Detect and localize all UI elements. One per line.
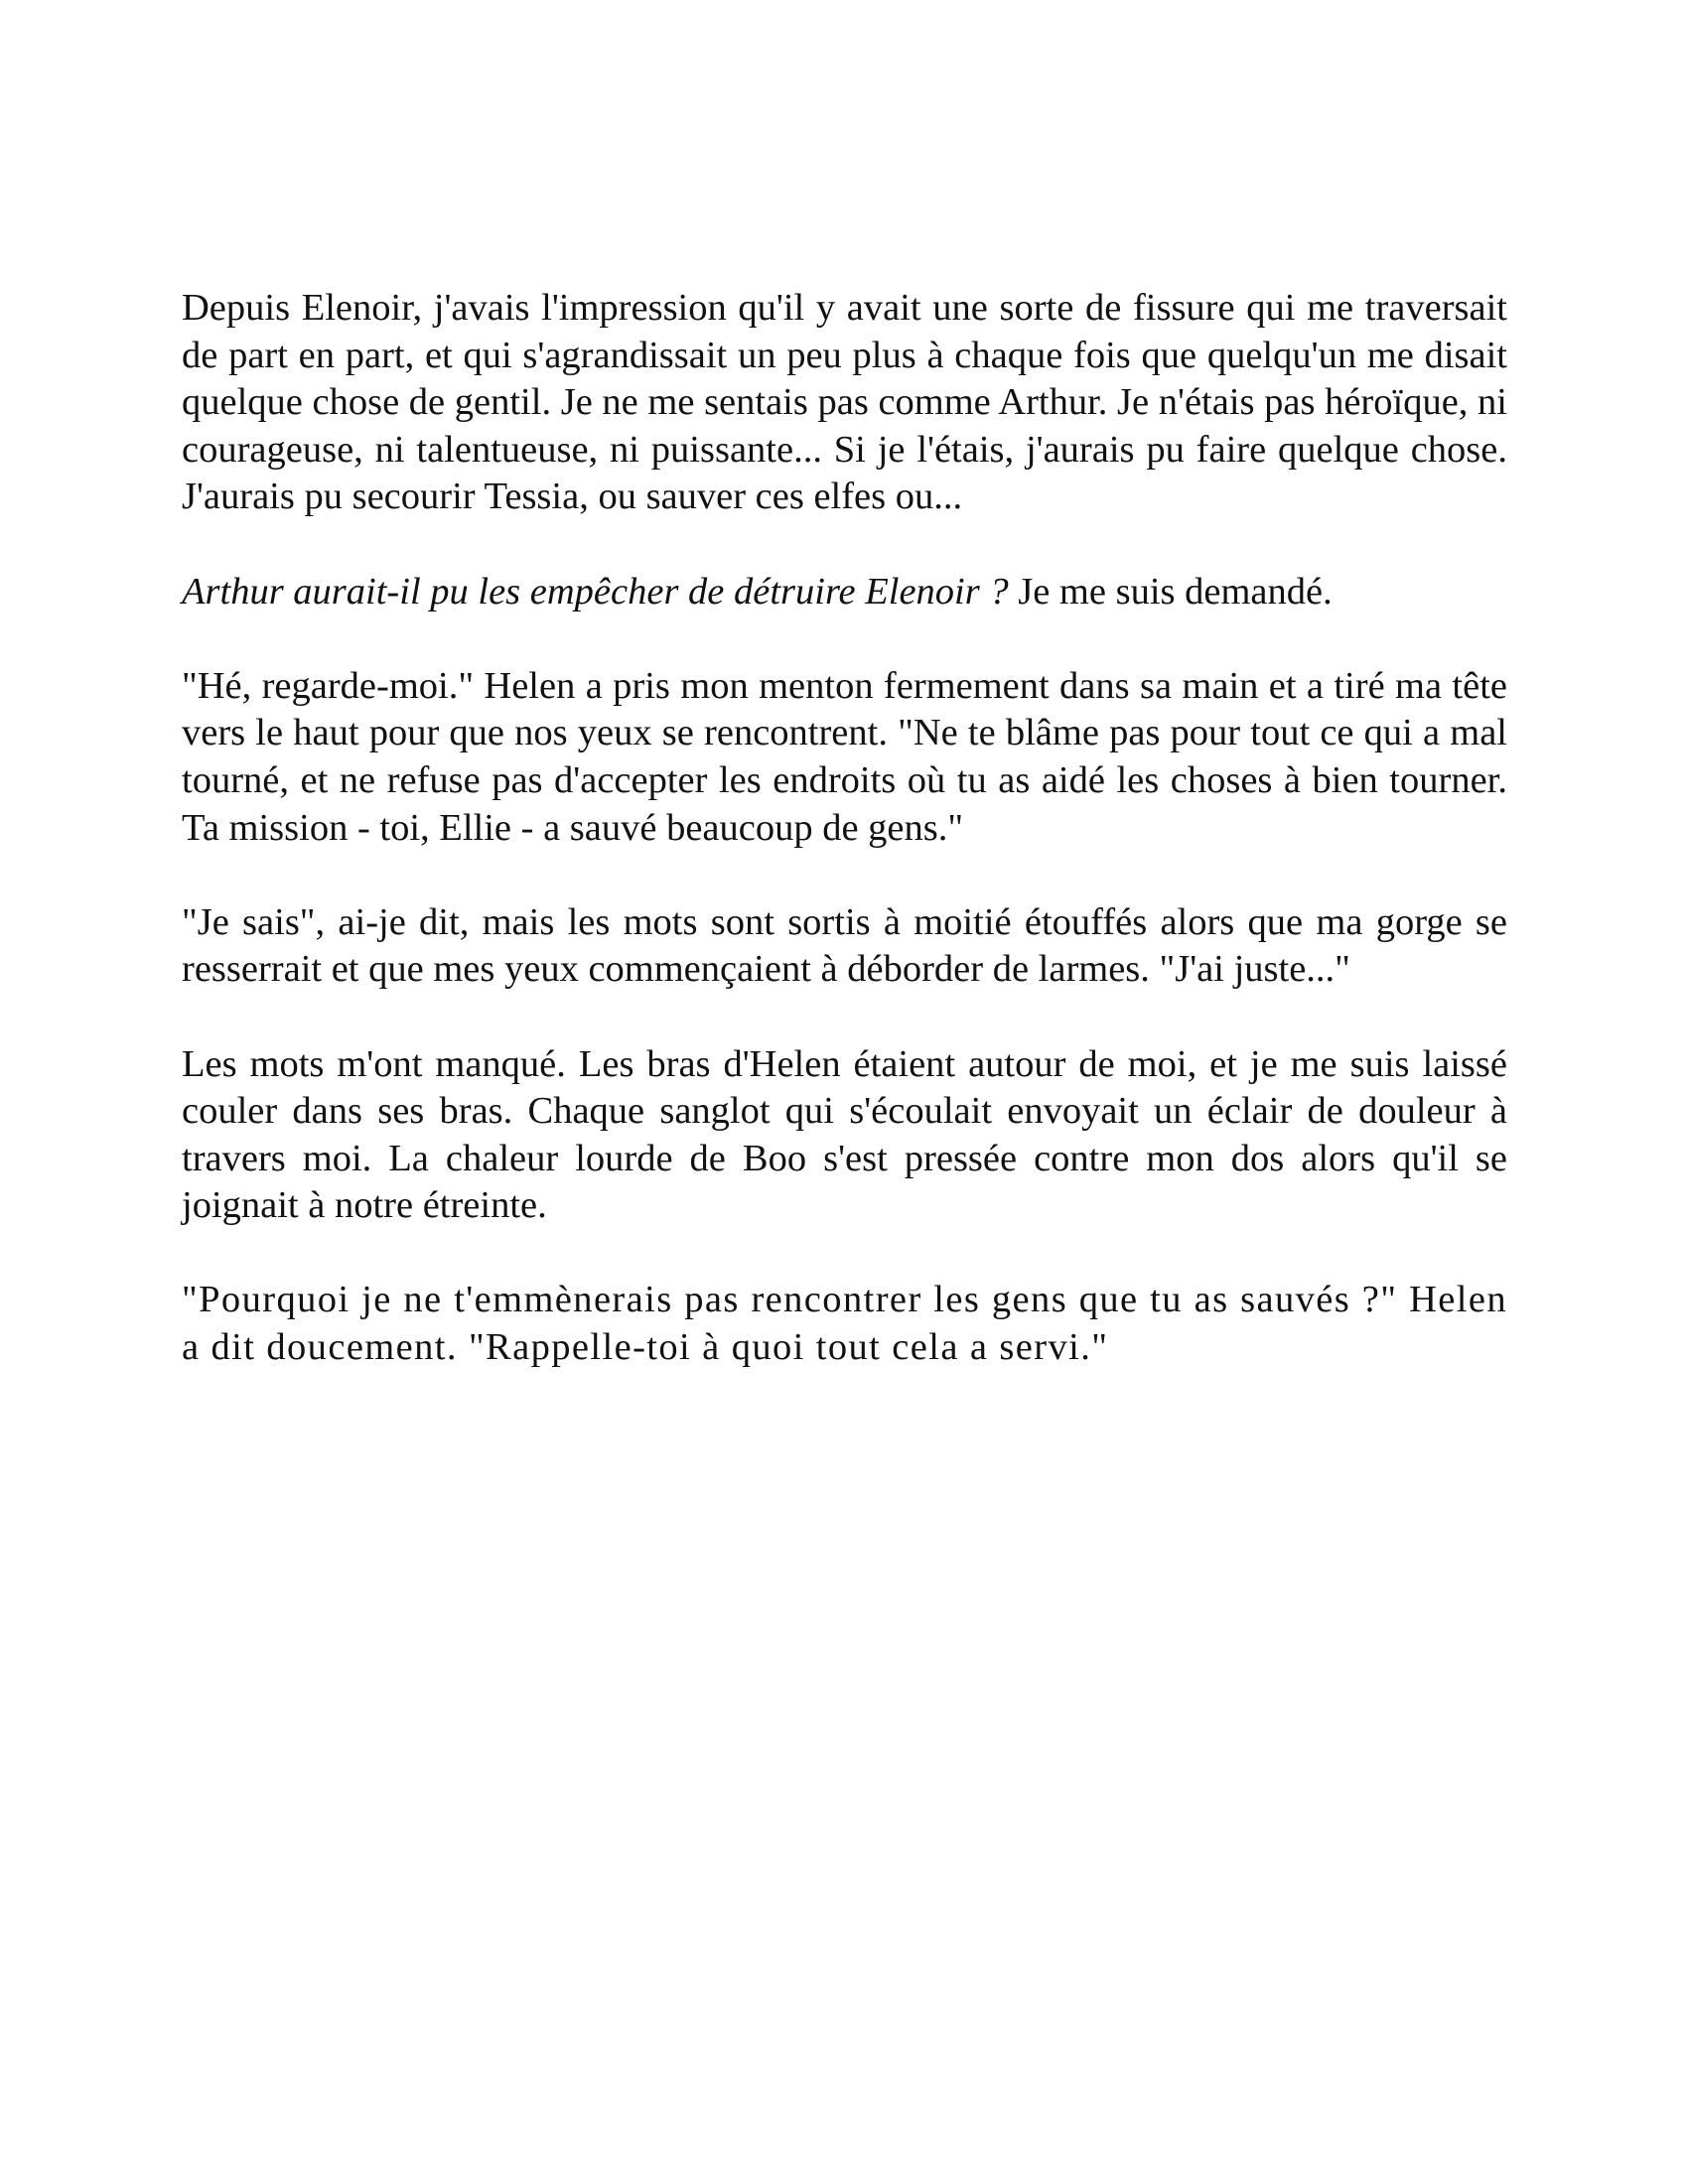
paragraph-5-text: Les mots m'ont manqué. Les bras d'Helen étaient autour de moi, et je me suis laissé couler dans ses bras. Chaque sanglot qui s'écoulait envoyait un éclair de douleur à travers moi. La chaleur lourde de Boo s'est pressée contre mon dos alors qu'il se joignait à notre étreinte. [182,1042,1507,1227]
paragraph-2-italic-text: Arthur aurait-il pu les empêcher de détruire Elenoir ? [182,570,1009,613]
paragraph-3-text: "Hé, regarde-moi." Helen a pris mon menton fermement dans sa main et a tiré ma tête vers le haut pour que nos yeux se rencontrent. "Ne te blâme pas pour tout ce qui a mal tourné, et ne refuse pas d'accepter les endroits où tu as aidé les choses à bien tourner. Ta mission - toi, Ellie - a sauvé beaucoup de gens." [182,664,1507,849]
paragraph-1 [182,285,1507,521]
body-text [182,285,1507,1419]
paragraph-2-text: Je me suis demandé. [1008,570,1333,613]
paragraph-6-text: "Pourquoi je ne t'emmènerais pas rencontrer les gens que tu as sauvés ?" Helen a dit doucement. "Rappelle-toi à quoi tout cela a servi." [182,1279,1507,1369]
paragraph-5 [182,1041,1507,1230]
paragraph-6 [182,1277,1507,1371]
paragraph-3 [182,663,1507,852]
paragraph-4 [182,899,1507,994]
paragraph-1-text: Depuis Elenoir, j'avais l'impression qu'il y avait une sorte de fissure qui me traversait de part en part, et qui s'agrandissait un peu plus à chaque fois que quelqu'un me disait quelque chose de gentil. Je ne me sentais pas comme Arthur. Je n'étais pas héroïque, ni courageuse, ni talentueuse, ni puissante... Si je l'étais, j'aurais pu faire quelque chose. J'aurais pu secourir Tessia, ou sauver ces elfes ou... [182,287,1507,518]
paragraph-4-text: "Je sais", ai-je dit, mais les mots sont sortis à moitié étouffés alors que ma gorge se resserrait et que mes yeux commençaient à déborder de larmes. "J'ai juste..." [182,900,1507,991]
paragraph-2 [182,569,1507,616]
